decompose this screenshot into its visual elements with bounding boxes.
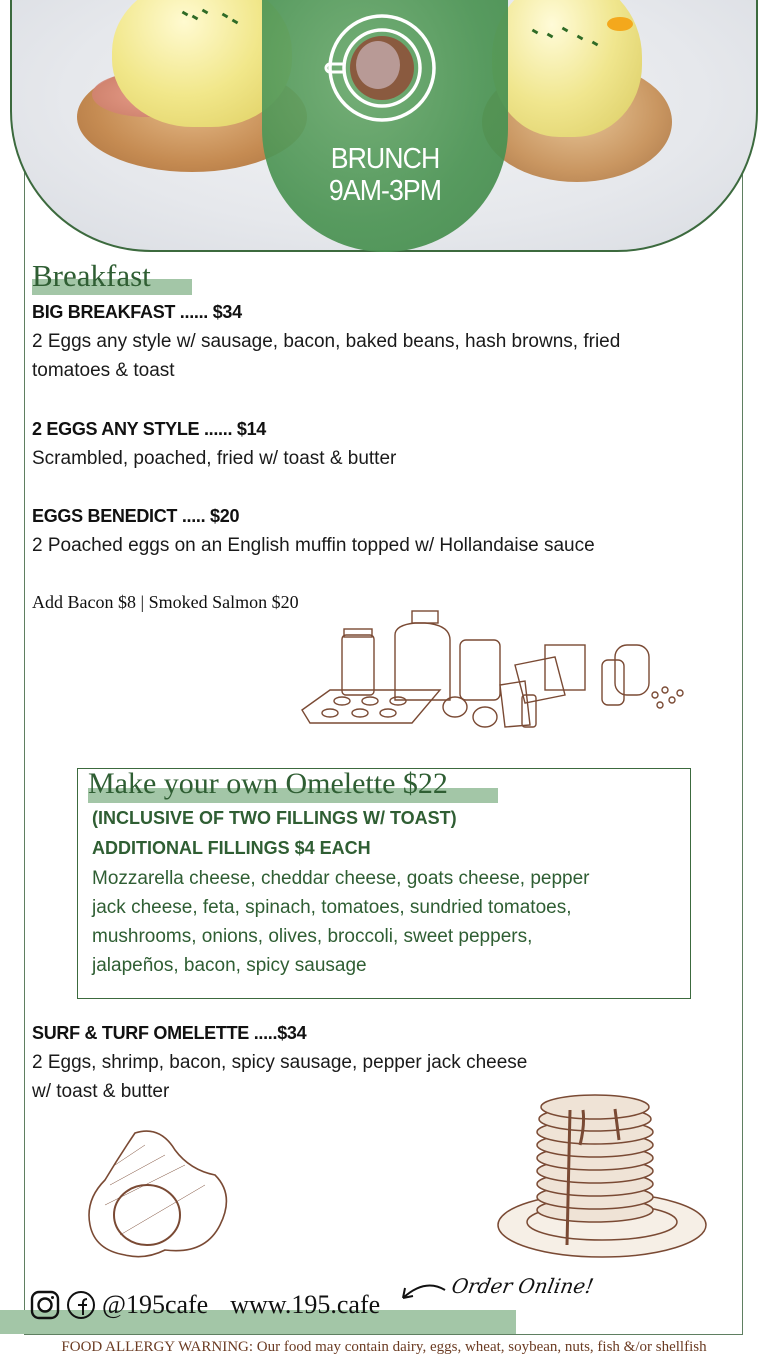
coffee-cup-icon [320, 12, 440, 127]
item-desc-big-breakfast: 2 Eggs any style w/ sausage, bacon, baked beans, hash browns, fried tomatoes & toast [32, 331, 621, 381]
item-name-big-breakfast: BIG BREAKFAST ...... $34 [32, 302, 242, 322]
hours-text: BRUNCH 9AM-3PM [328, 143, 442, 207]
section-title-omelette: Make your own Omelette $22 [88, 767, 448, 800]
social-handle[interactable]: @195cafe [102, 1290, 209, 1319]
order-online-link[interactable]: Order Online! [449, 1274, 596, 1298]
website-link[interactable]: www.195.cafe [230, 1290, 381, 1319]
addons-text: Add Bacon $8 | Smoked Salmon $20 [32, 592, 299, 612]
item-name-surf-turf: SURF & TURF OMELETTE .....$34 [32, 1023, 307, 1043]
omelette-fillings-list: Mozzarella cheese, cheddar cheese, goats cheese, pepper jack cheese, feta, spinach, tomatoes, sundried tomatoes, mushrooms, onions, olives, broccoli, sweet peppers, jalapeños, bacon, spicy sausage [92, 868, 590, 976]
garnish [607, 17, 633, 31]
omelette-subtitle: (INCLUSIVE OF TWO FILLINGS W/ TOAST) [92, 808, 457, 828]
omelette-extra-fillings: ADDITIONAL FILLINGS $4 EACH [92, 838, 371, 858]
instagram-icon[interactable] [30, 1290, 60, 1320]
pancake-stack-sketch-icon [495, 1085, 710, 1260]
item-desc-2-eggs: Scrambled, poached, fried w/ toast & butter [32, 448, 397, 469]
arrow-icon [395, 1280, 450, 1310]
facebook-icon[interactable] [66, 1290, 96, 1320]
pantry-sketch-icon [300, 605, 695, 735]
item-desc-eggs-benedict: 2 Poached eggs on an English muffin topped w/ Hollandaise sauce [32, 535, 595, 556]
item-name-2-eggs: 2 EGGS ANY STYLE ...... $14 [32, 419, 266, 439]
section-title-breakfast: Breakfast [32, 258, 151, 293]
social-links [30, 1290, 380, 1320]
item-name-eggs-benedict: EGGS BENEDICT ..... $20 [32, 506, 240, 526]
allergy-warning: FOOD ALLERGY WARNING: Our food may contain dairy, eggs, wheat, soybean, nuts, fish &/or shellfish [61, 1339, 707, 1355]
fried-egg-sketch-icon [85, 1125, 235, 1265]
item-desc-surf-turf: 2 Eggs, shrimp, bacon, spicy sausage, pepper jack cheese w/ toast & butter [32, 1052, 528, 1102]
